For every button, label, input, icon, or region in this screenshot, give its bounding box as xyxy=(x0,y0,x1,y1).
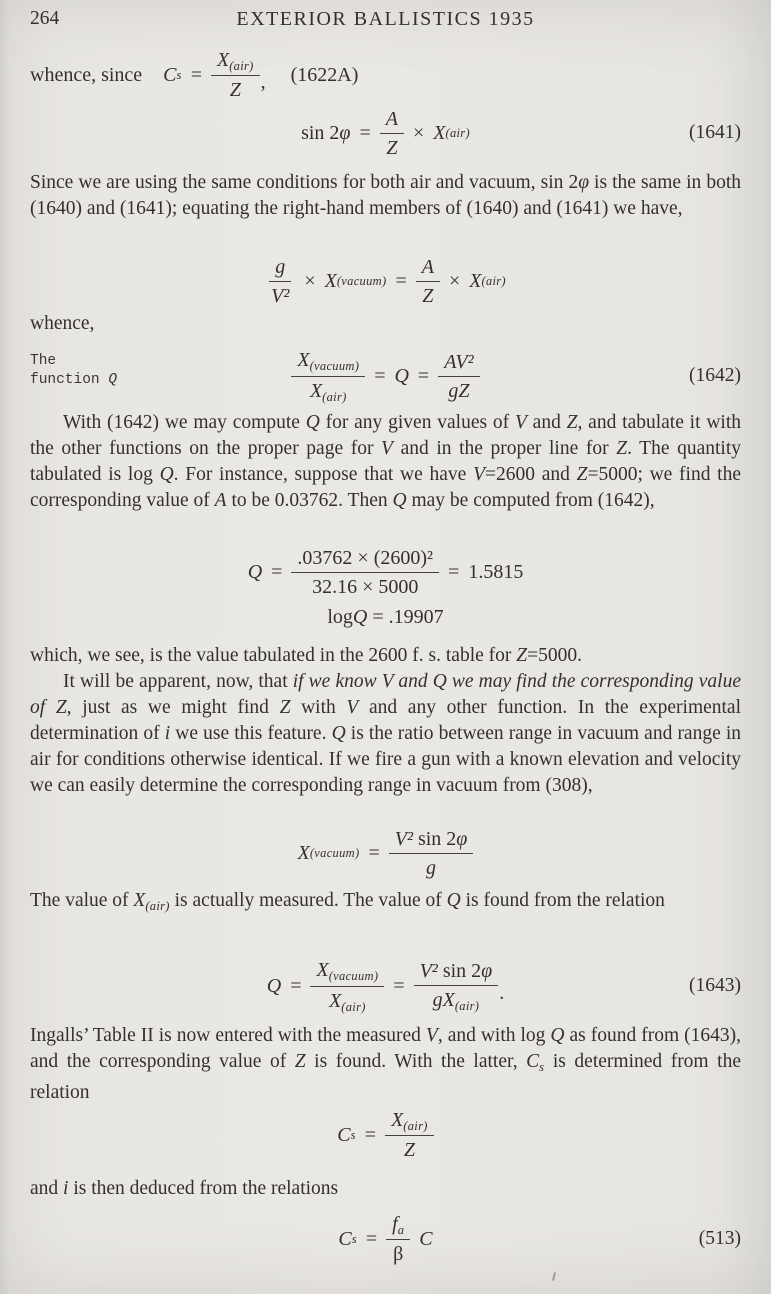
range-vacuum-symbol: X (vacuum) xyxy=(297,841,360,864)
paragraph-tabulated-value: which, we see, is the value tabulated in the 2600 f. s. table for Z=5000. xyxy=(30,645,583,666)
fraction-numerator: g xyxy=(269,253,291,282)
fraction-numerator: AV² xyxy=(438,348,479,377)
equals-sign: = xyxy=(417,364,430,387)
equals-sign: = xyxy=(290,974,302,997)
paragraph-experimental-determination: It will be apparent, now, that if we know V and Q we may find the corresponding value of Z, just as we might find Z with V and any other function. In the experimental determination of i we use this feature. Q is the ratio between range in vacuum and range in air for conditions otherwise identical. If we fire a gun with a known elevation and velocity we can easily determine the corresponding range in vacuum from (308), xyxy=(30,671,742,796)
q-symbol: Q xyxy=(352,605,368,628)
fraction-denominator: V² xyxy=(271,284,290,307)
equation-lead-text: whence, since xyxy=(30,63,143,86)
fraction-denominator: gZ xyxy=(448,379,470,402)
range-air-symbol: X (air) xyxy=(433,121,470,144)
equation-log-q xyxy=(30,604,741,630)
fraction-numerator: $X_{(air)}$ xyxy=(385,1106,434,1136)
page-number: 264 xyxy=(30,8,60,29)
q-symbol: Q xyxy=(394,364,409,387)
equals-sign: = xyxy=(365,1227,378,1250)
coefficient-symbol: C s xyxy=(337,1123,356,1146)
fraction-numerator: $X_{(vacuum)}$ xyxy=(291,346,365,376)
fraction-numerator: V² sin 2φ xyxy=(389,825,474,854)
equation-tag-1641: (1641) xyxy=(689,122,741,143)
log-q-value: .19907 xyxy=(388,605,444,628)
margin-note-line1: The xyxy=(30,353,57,369)
fraction xyxy=(438,348,479,405)
paragraph-i-deduced: and i is then deduced from the relations xyxy=(30,1178,339,1199)
equation-1641 xyxy=(30,104,741,162)
multiplication-sign: × xyxy=(304,269,316,292)
equals-sign: = xyxy=(359,121,371,144)
equation-range-vacuum xyxy=(30,822,741,884)
paragraph-value-measured: The value of $X_{(air)}$ is actually measured. The value of Q is found from the relation xyxy=(30,890,665,913)
fraction xyxy=(380,105,404,162)
equation-1643 xyxy=(30,948,741,1024)
fraction xyxy=(291,346,365,406)
page-header xyxy=(30,8,741,34)
equals-sign: = xyxy=(271,560,283,583)
sine-term: sin 2 φ xyxy=(301,121,351,144)
log-operator: log xyxy=(327,605,353,628)
fraction-denominator: Z xyxy=(422,284,434,307)
q-symbol: Q xyxy=(247,560,263,583)
fraction-denominator: Z xyxy=(403,1139,415,1162)
fraction xyxy=(291,544,439,601)
scan-artifact xyxy=(552,1272,556,1281)
equals-sign: = xyxy=(448,560,460,583)
margin-note-q-symbol: Q xyxy=(108,372,118,388)
fraction-denominator: Z xyxy=(229,79,241,102)
coefficient-symbol: C s xyxy=(338,1227,357,1250)
equation-513 xyxy=(30,1208,741,1270)
fraction-numerator: .03762 × (2600)² xyxy=(291,544,439,573)
equals-sign: = xyxy=(393,974,405,997)
fraction-denominator: 32.16 × 5000 xyxy=(312,575,419,598)
q-symbol: Q xyxy=(266,974,282,997)
equals-sign: = xyxy=(395,269,407,292)
equation-tag-1642: (1642) xyxy=(689,365,741,386)
comma: , xyxy=(260,71,266,94)
fraction-numerator: $X_{(air)}$ xyxy=(211,46,260,76)
paragraph-compute-q: With (1642) we may compute Q for any given values of V and Z, and tabulate it with the other functions on the proper page for V and in the proper line for Z. The quantity tabulated is log Q. For instance, suppose that we have V=2600 and Z=5000; we find the corresponding value of A to be 0.03762. Then Q may be computed from (1642), xyxy=(30,412,742,511)
fraction-numerator: $X_{(vacuum)}$ xyxy=(310,956,384,986)
text-whence: whence, xyxy=(30,313,95,334)
equation-equate-members xyxy=(30,250,741,312)
fraction-denominator: $X_{(air)}$ xyxy=(329,989,366,1014)
fraction xyxy=(414,957,505,1015)
equals-sign: = xyxy=(374,364,386,387)
fraction-numerator: V² sin 2φ xyxy=(414,957,499,986)
equation-tag-513: (513) xyxy=(698,1228,741,1249)
fraction xyxy=(385,1106,434,1164)
ballistic-coefficient-c: C xyxy=(419,1227,433,1250)
equals-sign: = xyxy=(368,841,380,864)
range-vacuum-symbol: X (vacuum) xyxy=(324,269,387,292)
equation-tag-1643: (1643) xyxy=(689,975,741,996)
margin-note-line2: function xyxy=(30,372,109,388)
paragraph-conditions: Since we are using the same conditions for both air and vacuum, sin 2φ is the same in both (1640) and (1641); equating the right-hand members of (1640) and (1641) we have, xyxy=(30,172,742,219)
q-result-value: 1.5815 xyxy=(468,560,524,583)
equals-sign: = xyxy=(190,63,202,86)
fraction xyxy=(265,253,295,310)
fraction-numerator: A xyxy=(416,253,440,282)
period: . xyxy=(499,982,505,1005)
fraction-denominator: $X_{(air)}$ xyxy=(309,379,347,404)
fraction-numerator: A xyxy=(380,105,404,134)
fraction-denominator: β xyxy=(393,1243,404,1266)
fraction xyxy=(416,253,440,310)
fraction xyxy=(211,46,266,104)
multiplication-sign: × xyxy=(448,269,461,292)
equation-tag-1622A: (1622A) xyxy=(290,63,359,86)
fraction xyxy=(386,1210,410,1268)
fraction xyxy=(389,825,474,882)
equation-q-computation xyxy=(30,541,741,603)
multiplication-sign: × xyxy=(413,121,425,144)
running-head-title: EXTERIOR BALLISTICS 1935 xyxy=(236,8,535,30)
fraction-numerator: $f_a$ xyxy=(386,1210,410,1240)
equals-sign: = xyxy=(367,605,389,628)
fraction-denominator: Z xyxy=(386,136,398,159)
equals-sign: = xyxy=(364,1123,377,1146)
fraction-denominator: g xyxy=(426,856,437,879)
range-air-symbol: X (air) xyxy=(469,269,506,292)
equation-cs-relation xyxy=(30,1104,741,1166)
equation-1642 xyxy=(30,338,741,414)
equation-1622A xyxy=(30,46,741,104)
fraction xyxy=(310,956,384,1016)
fraction-denominator: $gX_{(air)}$ xyxy=(432,988,480,1013)
paragraph-ingalls-table: Ingalls’ Table II is now entered with the measured V, and with log Q as found from (1643), and the corresponding value of Z is found. With the latter, $C_s$ is determined from the relation xyxy=(30,1025,741,1103)
coefficient-symbol: C s xyxy=(163,63,182,86)
